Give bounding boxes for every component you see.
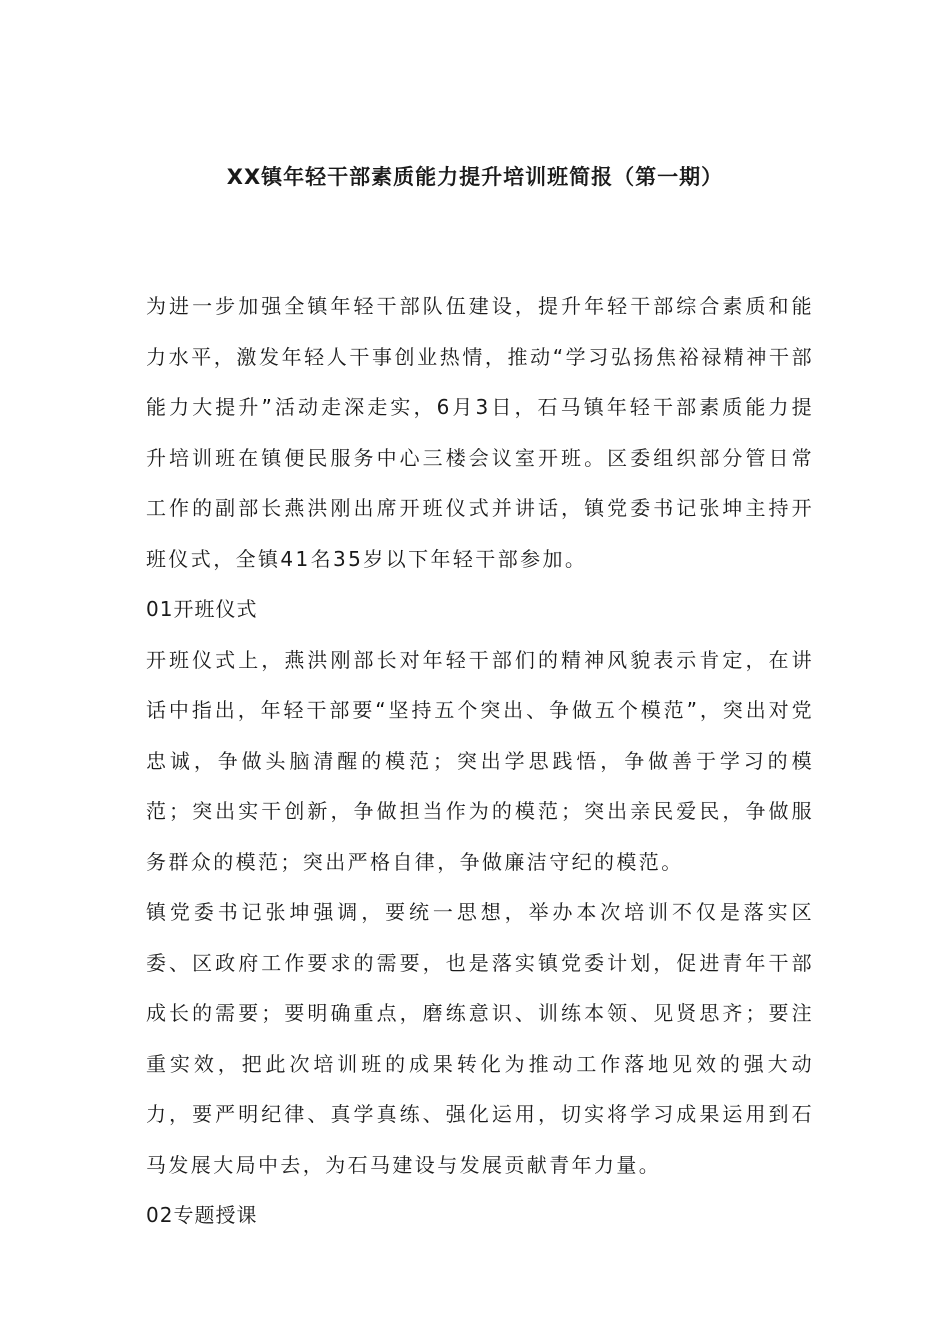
intro-paragraph: 为进一步加强全镇年轻干部队伍建设，提升年轻干部综合素质和能力水平，激发年轻人干事创业热情，推动“学习弘扬焦裕禄精神干部能力大提升”活动走深走实，6月3日，石马镇年轻干部素质能力提升培训班在镇便民服务中心三楼会议室开班。区委组织部分管日常工作的副部长燕洪刚出席开班仪式并讲话，镇党委书记张坤主持开班仪式，全镇41名35岁以下年轻干部参加。 bbox=[146, 294, 814, 571]
section-heading-lecture: 02专题授课 bbox=[146, 1203, 258, 1227]
section-heading-opening-ceremony: 01开班仪式 bbox=[146, 597, 258, 621]
secretary-paragraph: 镇党委书记张坤强调，要统一思想，举办本次培训不仅是落实区委、区政府工作要求的需要，也是落实镇党委计划，促进青年干部成长的需要；要明确重点，磨练意识、训练本领、见贤思齐；要注重实效，把此次培训班的成果转化为推动工作落地见效的强大动力，要严明纪律、真学真练、强化运用，切实将学习成果运用到石马发展大局中去，为石马建设与发展贡献青年力量。 bbox=[146, 900, 814, 1177]
speech-paragraph: 开班仪式上，燕洪刚部长对年轻干部们的精神风貌表示肯定，在讲话中指出，年轻干部要“坚持五个突出、争做五个模范”，突出对党忠诚，争做头脑清醒的模范；突出学思践悟，争做善于学习的模范；突出实干创新，争做担当作为的模范；突出亲民爱民，争做服务群众的模范；突出严格自律，争做廉洁守纪的模范。 bbox=[146, 647, 814, 874]
document-body bbox=[146, 281, 814, 1241]
document-title: XX镇年轻干部素质能力提升培训班简报（第一期） bbox=[226, 165, 724, 189]
